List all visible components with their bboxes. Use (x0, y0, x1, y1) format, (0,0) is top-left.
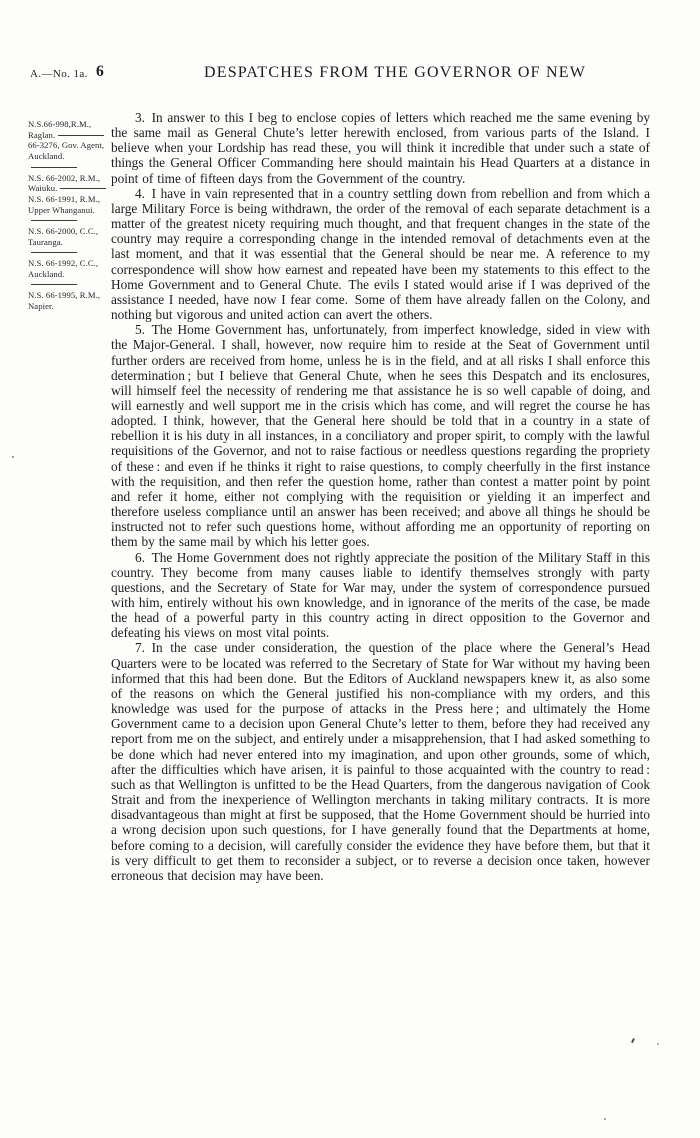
margin-note: N.S. 66-1995, R.M., Napier. (28, 290, 101, 311)
margin-note: N.S.66-998,R.M., Raglan. (28, 119, 108, 140)
body-paragraph: 4. I have in vain represented that in a country settling down from rebellion and from which a large Military Force is being withdrawn, the order of the removal of each separate detachment is a matter of the greatest nicety requiring much thought, and that frequent changes in the state of the country may require a corresponding change in the intended removal of detachments even at the last moment, and that it was essential that the General should be near me. A reference to my correspondence will show how earnest and repeated have been my statements to this effect to the Home Government and to General Chute. The evils I stated would arise if I was deprived of the assistance I needed, have now I fear come. Some of them have already fallen on the Colony, and nothing but vigorous and united action can avert the others. (111, 185, 650, 323)
scan-speckle (657, 1043, 659, 1045)
issue-label: A.—No. 1a. (30, 68, 88, 80)
scan-speckle (604, 1118, 606, 1120)
body-text-column (111, 110, 650, 883)
margin-note: N.S. 66-2002, R.M., Waiuku. (28, 173, 108, 194)
margin-note: 66-3276, Gov. Agent, Auckland. (28, 140, 108, 172)
body-paragraph: 6. The Home Government does not rightly appreciate the position of the Military Staff in this country. They become from many causes liable to identify themselves strongly with party questions, and the Secretary of State for War may, under the system of correspondence pursued with him, entirely without his own knowledge, and in ignorance of the merits of the case, be made the head of a powerful party in this country acting in direct opposition to the Governor and defeating his views on most vital points. (111, 549, 650, 641)
running-title: DESPATCHES FROM THE GOVERNOR OF NEW (203, 64, 587, 81)
margin-note: N.S. 66-2000, C.C., Tauranga. (28, 226, 108, 258)
scan-speckle (631, 1038, 635, 1043)
margin-notes-column (28, 119, 108, 312)
margin-note: N.S. 66-1991, R.M., Upper Whanganui. (28, 194, 108, 226)
body-paragraph: 5. The Home Government has, unfortunately, from imperfect knowledge, sided in view with the Major-General. I shall, however, now require him to reside at the Seat of Government until further orders are received from home, unless he is in the field, and at all risks I shall enforce this determination ; but I believe that General Chute, when he sees this Despatch and its enclosures, will himself feel the necessity of rendering me that assistance he is so well capable of doing, and will earnestly and well support me in the crisis which has come, and will regret the course he has adopted. I think, however, that the General here should be told that in a country in a state of rebellion it is his duty in all instances, in a conciliatory and proper spirit, to comply with the lawful requisitions of the Governor, and not to raise factious or needless questions regarding the propriety of these : and even if he thinks it right to raise questions, to comply cheerfully in the first instance with the requisition, and then refer the question home, rather than contest a matter point by point and refer it home, either not complying with the requisition or yielding it an imperfect and therefore useless compliance until an answer has been received; and above all things he should be instructed not to refer such questions home, without affording me an opportunity of reporting on them by the same mail by which his letter goes. (111, 322, 650, 550)
page-number: 6 (96, 63, 104, 80)
scan-speckle (12, 456, 14, 458)
body-paragraph: 3. In answer to this I beg to enclose copies of letters which reached me the same evening by the same mail as General Chute’s letter herewith enclosed, from various parts of the Island. I believe when your Lordship has read these, you will think it incredible that under such a state of things the General Officer Commanding here should maintain his Head Quarters at a distance in point of time of fifteen days from the Government of the country. (111, 110, 650, 186)
body-paragraph: 7. In the case under consideration, the question of the place where the General’s Head Quarters were to be located was referred to the Secretary of State for War without my having been informed that this had been done. But the Editors of Auckland newspapers knew it, as also some of the reasons on which the General justified his non-compliance with my orders, and this knowledge was used for the purpose of attacks in the Press here ; and ultimately the Home Government came to a decision upon General Chute’s letter to them, before they had received any report from me on the subject, and entirely under a misapprehension, that I had asked something to be done which had never entered into my imagination, and upon other grounds, some of which, after the difficulties which have arisen, it is painful to those acquainted with the country to read : such as that Wellington is unfitted to be the Head Quarters, from the dangerous navigation of Cook Strait and from the inexperience of Wellington merchants in taking military contracts. It is more disadvantageous than might at first be supposed, that the Home Government should be hurried into a wrong decision upon such questions, for I have generally found that the Departments at home, before coming to a decision, will carefully consider the evidence they have before them, but that it is very difficult to get them to reconsider a subject, or to reverse a decision once taken, however erroneous that decision may have been. (111, 640, 650, 883)
margin-note: N.S. 66-1992, C.C., Auckland. (28, 258, 108, 290)
